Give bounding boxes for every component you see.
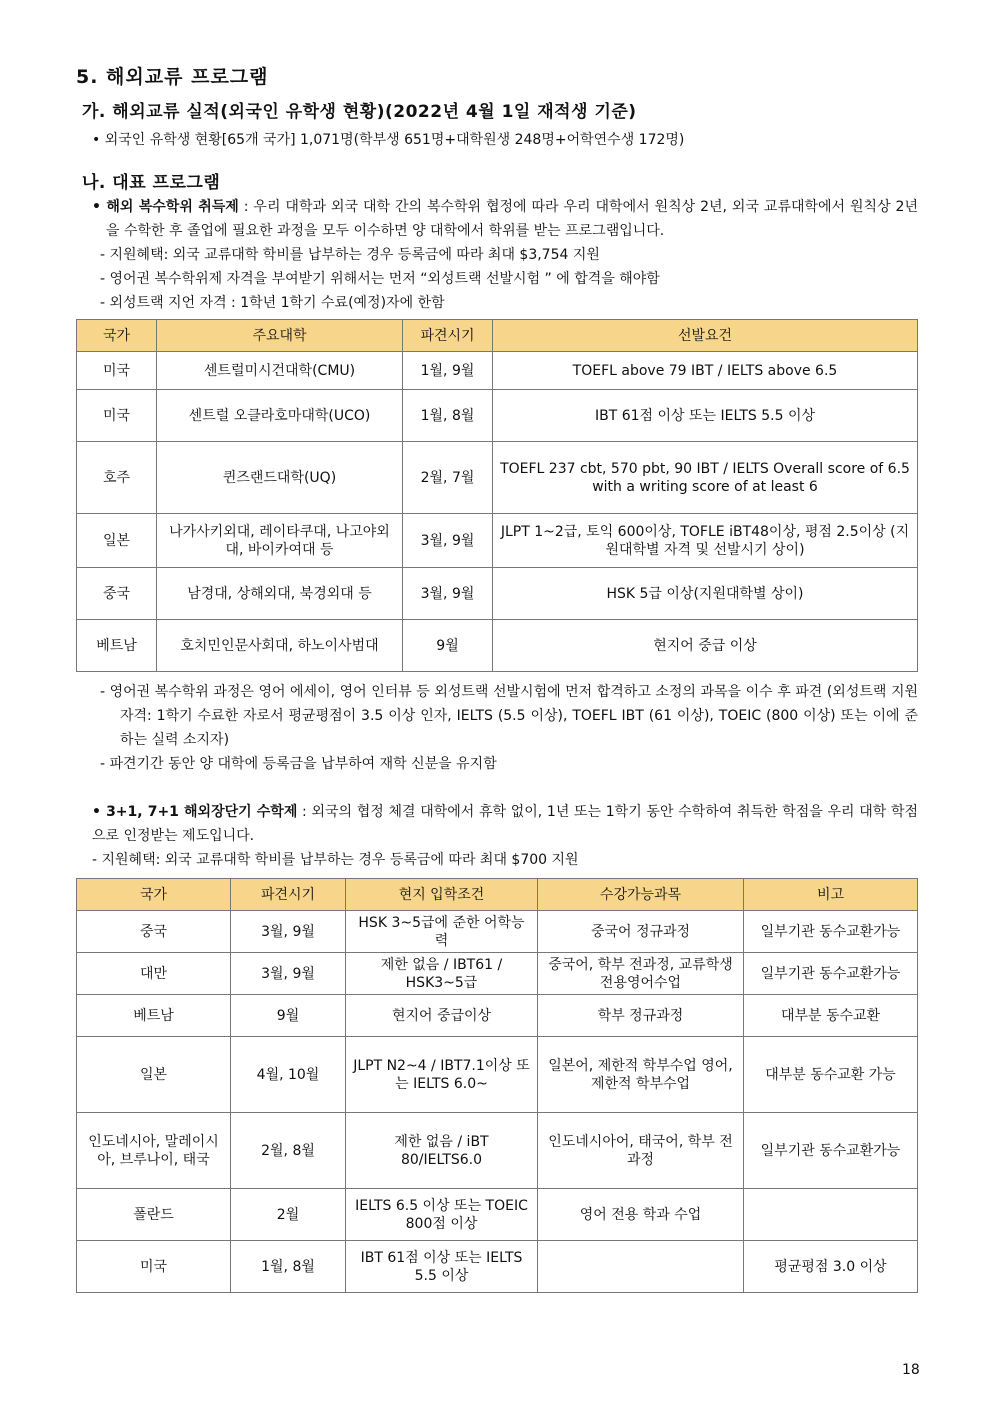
table-cell: 호치민인문사회대, 하노이사범대 xyxy=(157,620,403,672)
table-cell: 센트럴 오클라호마대학(UCO) xyxy=(157,390,403,442)
table-cell: 일본 xyxy=(77,1037,231,1113)
table-cell: 나가사키외대, 레이타쿠대, 나고야외대, 바이카여대 등 xyxy=(157,514,403,568)
program2-desc: : 외국의 협정 체결 대학에서 휴학 없이, 1년 또는 1학기 동안 수학하여 취득한 학점을 우리 대학 학점으로 인정받는 제도입니다. xyxy=(92,804,919,844)
table-cell: 2월 xyxy=(231,1189,346,1241)
program2-note: - 지원혜택: 외국 교류대학 학비를 납부하는 경우 등록금에 따라 최대 $700 지원 xyxy=(92,852,579,868)
table-cell: JLPT 1~2급, 토익 600이상, TOFLE iBT48이상, 평점 2.5이상 (지원대학별 자격 및 선발시기 상이) xyxy=(493,514,918,568)
table-header: 주요대학 xyxy=(157,320,403,352)
table-cell: 호주 xyxy=(77,442,157,514)
table-cell: IBT 61점 이상 또는 IELTS 5.5 이상 xyxy=(346,1241,538,1293)
program1-after-note: - 파견기간 동안 양 대학에 등록금을 납부하여 재학 신분을 유지함 xyxy=(100,756,497,772)
table-cell: 남경대, 상해외대, 북경외대 등 xyxy=(157,568,403,620)
table-cell: 제한 없음 / iBT 80/IELTS6.0 xyxy=(346,1113,538,1189)
table-cell: 베트남 xyxy=(77,995,231,1037)
table-cell: 미국 xyxy=(77,1241,231,1293)
page-number: 18 xyxy=(902,1362,920,1378)
table-row xyxy=(77,1113,918,1189)
table-row xyxy=(77,1037,918,1113)
table-row xyxy=(77,568,918,620)
table-row xyxy=(77,911,918,953)
table-row xyxy=(77,995,918,1037)
table-row xyxy=(77,1241,918,1293)
table-cell: 대부분 동수교환 가능 xyxy=(744,1037,918,1113)
table-cell: 폴란드 xyxy=(77,1189,231,1241)
table-cell: 중국 xyxy=(77,568,157,620)
table-cell: 미국 xyxy=(77,390,157,442)
dual-degree-table xyxy=(76,319,918,672)
table-header: 파견시기 xyxy=(403,320,493,352)
program1-note: - 영어권 복수학위제 자격을 부여받기 위해서는 먼저 “외성트랙 선발시험 ” 에 합격을 해야함 xyxy=(100,271,660,287)
table-cell: 2월, 8월 xyxy=(231,1113,346,1189)
table-cell: 대만 xyxy=(77,953,231,995)
table-cell: 대부분 동수교환 xyxy=(744,995,918,1037)
table-cell: 인도네시아, 말레이시아, 브루나이, 태국 xyxy=(77,1113,231,1189)
exchange-table xyxy=(76,878,918,1293)
document-page xyxy=(76,62,918,1293)
table-cell: IBT 61점 이상 또는 IELTS 5.5 이상 xyxy=(493,390,918,442)
table-cell: IELTS 6.5 이상 또는 TOEIC 800점 이상 xyxy=(346,1189,538,1241)
table-cell: 일본어, 제한적 학부수업 영어, 제한적 학부수업 xyxy=(538,1037,744,1113)
table-cell: 9월 xyxy=(231,995,346,1037)
table-cell xyxy=(744,1189,918,1241)
program2-paragraph xyxy=(76,800,918,848)
table-cell: 중국어 정규과정 xyxy=(538,911,744,953)
table-cell: HSK 5급 이상(지원대학별 상이) xyxy=(493,568,918,620)
table-cell: 현지어 중급이상 xyxy=(346,995,538,1037)
table-cell: 센트럴미시건대학(CMU) xyxy=(157,352,403,390)
table-row xyxy=(77,514,918,568)
table-cell: 퀸즈랜드대학(UQ) xyxy=(157,442,403,514)
table-cell: 3월, 9월 xyxy=(231,953,346,995)
table-cell: 미국 xyxy=(77,352,157,390)
table-cell: TOEFL above 79 IBT / IELTS above 6.5 xyxy=(493,352,918,390)
table-cell xyxy=(538,1241,744,1293)
table-row xyxy=(77,953,918,995)
table-cell: 일부기관 동수교환가능 xyxy=(744,953,918,995)
section-title: 5. 해외교류 프로그램 xyxy=(76,66,269,88)
table-cell: 3월, 9월 xyxy=(403,514,493,568)
table-cell: 제한 없음 / IBT61 / HSK3~5급 xyxy=(346,953,538,995)
table-cell: 평균평점 3.0 이상 xyxy=(744,1241,918,1293)
table-cell: 1월, 8월 xyxy=(403,390,493,442)
table-cell: 일본 xyxy=(77,514,157,568)
program1-note: - 지원혜택: 외국 교류대학 학비를 납부하는 경우 등록금에 따라 최대 $3,754 지원 xyxy=(100,247,600,263)
program1-name: • 해외 복수학위 취득제 xyxy=(92,199,239,215)
table-header: 현지 입학조건 xyxy=(346,879,538,911)
subsection-a-title: 가. 해외교류 실적(외국인 유학생 현황)(2022년 4월 1일 재적생 기준) xyxy=(82,102,637,122)
table-cell: 3월, 9월 xyxy=(231,911,346,953)
program1-note: - 외성트랙 지언 자격 : 1학년 1학기 수료(예정)자에 한함 xyxy=(100,295,445,311)
table-cell: JLPT N2~4 / IBT7.1이상 또는 IELTS 6.0~ xyxy=(346,1037,538,1113)
table-row xyxy=(77,442,918,514)
table-header: 선발요건 xyxy=(493,320,918,352)
table-cell: 1월, 9월 xyxy=(403,352,493,390)
table-cell: 4월, 10월 xyxy=(231,1037,346,1113)
table-header: 비고 xyxy=(744,879,918,911)
table-cell: 중국어, 학부 전과정, 교류학생 전용영어수업 xyxy=(538,953,744,995)
table-row xyxy=(77,390,918,442)
subsection-b-title: 나. 대표 프로그램 xyxy=(82,173,221,193)
table-row xyxy=(77,1189,918,1241)
program1-after-note: - 영어권 복수학위 과정은 영어 에세이, 영어 인터뷰 등 외성트랙 선발시험에 먼저 합격하고 소정의 과목을 이수 후 파견 (외성트랙 지원자격: 1학기 수료한 자로서 평균평점이 3.5 이상 인자, IELTS (5.5 이상), TOEFL IBT (61 이상), TOEIC (800 이상) 또는 이에 준하는 실력 소지자) xyxy=(100,684,918,748)
program1-paragraph xyxy=(76,195,918,243)
table-cell: 일부기관 동수교환가능 xyxy=(744,1113,918,1189)
program1-desc: : 우리 대학과 외국 대학 간의 복수학위 협정에 따라 우리 대학에서 원칙상 2년, 외국 교류대학에서 원칙상 2년을 수학한 후 졸업에 필요한 과정을 모두 이수하면 양 대학에서 학위를 받는 프로그램입니다. xyxy=(106,199,918,239)
foreign-students-bullet: • 외국인 유학생 현황[65개 국가] 1,071명(학부생 651명+대학원생 248명+어학연수생 172명) xyxy=(92,132,685,148)
table-cell: 중국 xyxy=(77,911,231,953)
table-cell: 현지어 중급 이상 xyxy=(493,620,918,672)
table-cell: 2월, 7월 xyxy=(403,442,493,514)
table-cell: 일부기관 동수교환가능 xyxy=(744,911,918,953)
table-header: 국가 xyxy=(77,320,157,352)
table-cell: HSK 3~5급에 준한 어학능력 xyxy=(346,911,538,953)
table-cell: 3월, 9월 xyxy=(403,568,493,620)
table-cell: 인도네시아어, 태국어, 학부 전과정 xyxy=(538,1113,744,1189)
table-cell: 영어 전용 학과 수업 xyxy=(538,1189,744,1241)
table-cell: 1월, 8월 xyxy=(231,1241,346,1293)
table-row xyxy=(77,352,918,390)
table-cell: 베트남 xyxy=(77,620,157,672)
table-header: 국가 xyxy=(77,879,231,911)
table-cell: TOEFL 237 cbt, 570 pbt, 90 IBT / IELTS Overall score of 6.5 with a writing score of at least 6 xyxy=(493,442,918,514)
table-cell: 학부 정규과정 xyxy=(538,995,744,1037)
table-cell: 9월 xyxy=(403,620,493,672)
table-header: 파견시기 xyxy=(231,879,346,911)
program2-name: • 3+1, 7+1 해외장단기 수학제 xyxy=(92,804,298,820)
table-row xyxy=(77,620,918,672)
table-header: 수강가능과목 xyxy=(538,879,744,911)
